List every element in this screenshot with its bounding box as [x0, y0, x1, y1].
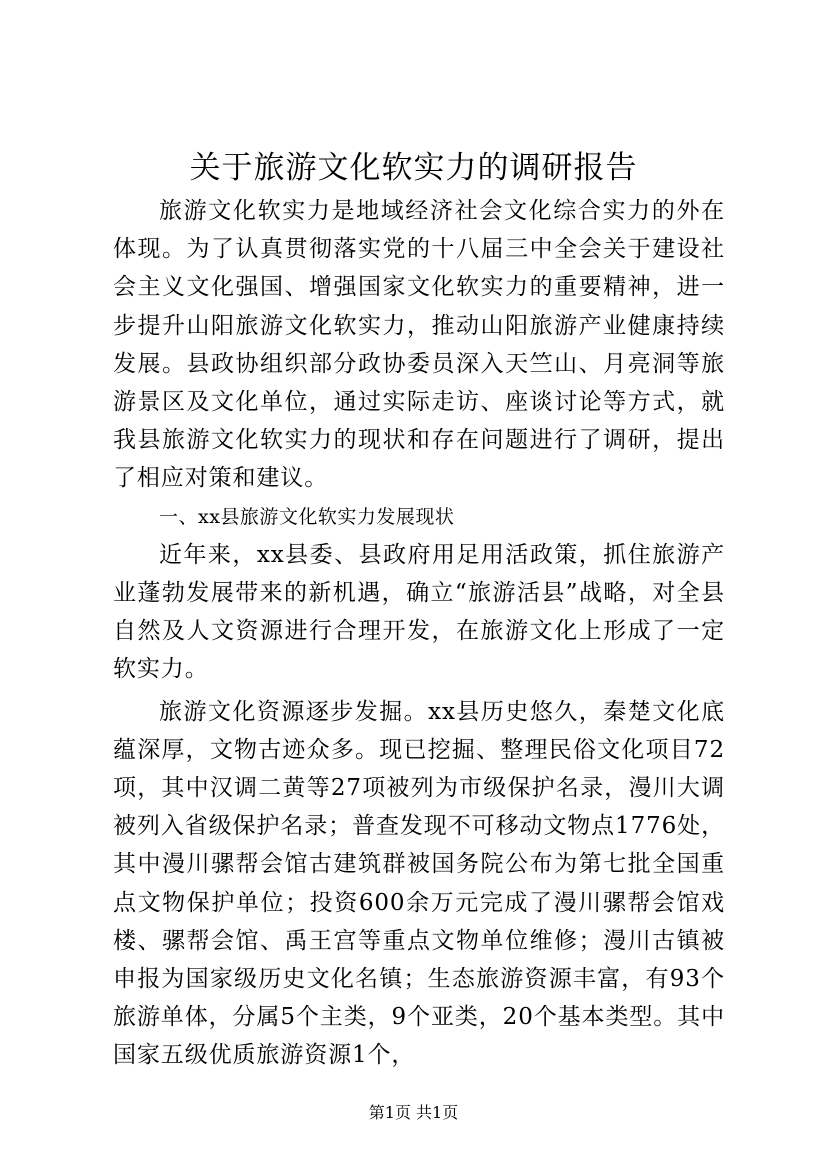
document-body: [113, 192, 725, 1075]
paragraph-resources: 旅游文化资源逐步发掘。xx县历史悠久，秦楚文化底蕴深厚，文物古迹众多。现已挖掘、整理民俗文化项目72项，其中汉调二黄等27项被列为市级保护名录，漫川大调被列入省级保护名录；普查发现不可移动文物点1776处，其中漫川骡帮会馆古建筑群被国务院公布为第七批全国重点文物保护单位；投资600余万元完成了漫川骡帮会馆戏楼、骡帮会馆、禹王宫等重点文物单位维修；漫川古镇被申报为国家级历史文化名镇；生态旅游资源丰富，有93个旅游单体，分属5个主类，9个亚类，20个基本类型。其中国家五级优质旅游资源1个，: [113, 698, 725, 1069]
document-title: 关于旅游文化软实力的调研报告: [189, 150, 638, 186]
page-footer: 第1页 共1页: [368, 1103, 459, 1122]
paragraph-overview: 近年来，xx县委、县政府用足用活政策，抓住旅游产业蓬勃发展带来的新机遇，确立“旅游活县”战略，对全县自然及人文资源进行合理开发，在旅游文化上形成了一定软实力。: [113, 541, 725, 683]
paragraph-intro: 旅游文化软实力是地域经济社会文化综合实力的外在体现。为了认真贯彻落实党的十八届三中全会关于建设社会主义文化强国、增强国家文化软实力的重要精神，进一步提升山阳旅游文化软实力，推动山阳旅游产业健康持续发展。县政协组织部分政协委员深入天竺山、月亮洞等旅游景区及文化单位，通过实际走访、座谈讨论等方式，就我县旅游文化软实力的现状和存在问题进行了调研，提出了相应对策和建议。: [113, 198, 725, 492]
section-heading: 一、xx县旅游文化软实力发展现状: [159, 505, 455, 528]
